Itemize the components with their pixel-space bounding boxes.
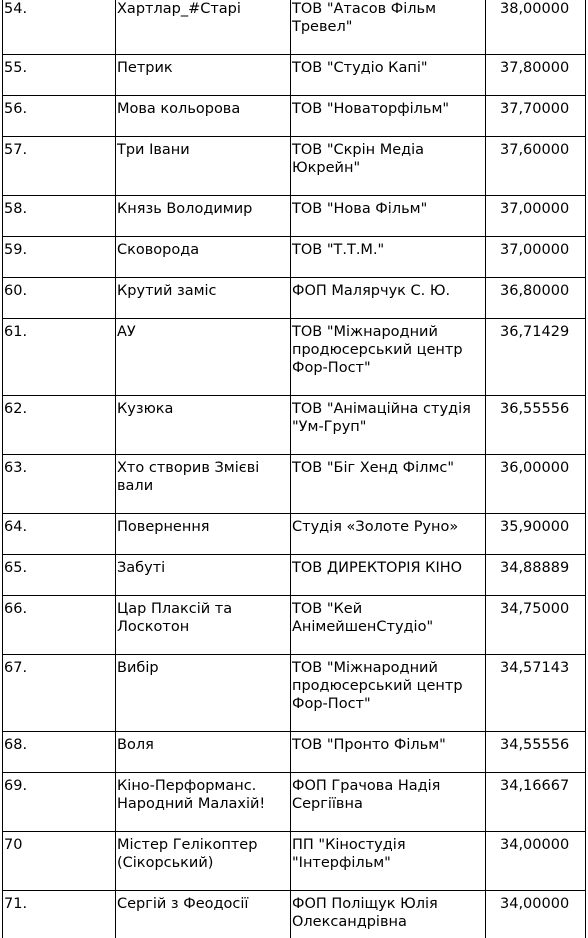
company-name: ТОВ "Кей АнімейшенСтудіо" (291, 596, 486, 655)
score-value: 34,57143 (486, 655, 586, 732)
score-value: 34,00000 (486, 891, 586, 938)
row-number: 60. (3, 278, 116, 319)
company-name: ТОВ "Міжнародний продюсерський центр Фор-Пост" (291, 655, 486, 732)
row-number: 70 (3, 832, 116, 891)
table-row (3, 832, 586, 891)
score-value: 37,60000 (486, 137, 586, 196)
row-number: 65. (3, 555, 116, 596)
score-value: 34,55556 (486, 732, 586, 773)
row-number: 66. (3, 596, 116, 655)
company-name: ФОП Малярчук С. Ю. (291, 278, 486, 319)
company-name: ФОП Грачова Надія Сергіївна (291, 773, 486, 832)
row-number: 54. (3, 0, 116, 55)
row-number: 63. (3, 455, 116, 514)
project-title: Кіно-Перформанс. Народний Малахій! (116, 773, 291, 832)
company-name: ТОВ "Атасов Фільм Тревел" (291, 0, 486, 55)
score-value: 35,90000 (486, 514, 586, 555)
project-title: Кузюка (116, 396, 291, 455)
company-name: ТОВ "Біг Хенд Філмс" (291, 455, 486, 514)
score-value: 34,16667 (486, 773, 586, 832)
table-row (3, 655, 586, 732)
project-title: Містер Гелікоптер (Сікорський) (116, 832, 291, 891)
score-value: 37,00000 (486, 196, 586, 237)
company-name: ПП "Кіностудія "Інтерфільм" (291, 832, 486, 891)
company-name: ТОВ "Т.Т.М." (291, 237, 486, 278)
company-name: ТОВ "Пронто Фільм" (291, 732, 486, 773)
score-value: 38,00000 (486, 0, 586, 55)
table-row (3, 196, 586, 237)
company-name: Студія «Золоте Руно» (291, 514, 486, 555)
table-row (3, 0, 586, 55)
company-name: ТОВ ДИРЕКТОРІЯ КІНО (291, 555, 486, 596)
project-title: Воля (116, 732, 291, 773)
project-title: Крутий заміс (116, 278, 291, 319)
row-number: 69. (3, 773, 116, 832)
score-value: 34,75000 (486, 596, 586, 655)
score-value: 36,00000 (486, 455, 586, 514)
project-title: Три Івани (116, 137, 291, 196)
project-title: Сергій з Феодосії (116, 891, 291, 938)
company-name: ФОП Поліщук Юлія Олександрівна (291, 891, 486, 938)
row-number: 57. (3, 137, 116, 196)
company-name: ТОВ "Анімаційна студія "Ум-Груп" (291, 396, 486, 455)
company-name: ТОВ "Студіо Капі" (291, 55, 486, 96)
table-row (3, 555, 586, 596)
table-row (3, 455, 586, 514)
table-row (3, 396, 586, 455)
project-title: Повернення (116, 514, 291, 555)
company-name: ТОВ "Міжнародний продюсерський центр Фор-Пост" (291, 319, 486, 396)
ranking-table (2, 0, 586, 938)
row-number: 67. (3, 655, 116, 732)
project-title: Хто створив Змієві вали (116, 455, 291, 514)
row-number: 68. (3, 732, 116, 773)
company-name: ТОВ "Скрін Медіа Юкрейн" (291, 137, 486, 196)
score-value: 36,55556 (486, 396, 586, 455)
project-title: Хартлар_#Старі (116, 0, 291, 55)
table-row (3, 319, 586, 396)
project-title: Князь Володимир (116, 196, 291, 237)
project-title: Сковорода (116, 237, 291, 278)
table-row (3, 891, 586, 938)
table-row (3, 514, 586, 555)
company-name: ТОВ "Нова Фільм" (291, 196, 486, 237)
row-number: 58. (3, 196, 116, 237)
table-row (3, 55, 586, 96)
row-number: 59. (3, 237, 116, 278)
project-title: Забуті (116, 555, 291, 596)
score-value: 34,00000 (486, 832, 586, 891)
table-row (3, 137, 586, 196)
score-value: 36,80000 (486, 278, 586, 319)
table-row (3, 596, 586, 655)
project-title: Вибір (116, 655, 291, 732)
row-number: 61. (3, 319, 116, 396)
table-row (3, 773, 586, 832)
score-value: 36,71429 (486, 319, 586, 396)
row-number: 64. (3, 514, 116, 555)
project-title: Цар Плаксій та Лоскотон (116, 596, 291, 655)
row-number: 71. (3, 891, 116, 938)
table-row (3, 278, 586, 319)
company-name: ТОВ "Новаторфільм" (291, 96, 486, 137)
project-title: Мова кольорова (116, 96, 291, 137)
row-number: 62. (3, 396, 116, 455)
score-value: 34,88889 (486, 555, 586, 596)
table-row (3, 96, 586, 137)
row-number: 55. (3, 55, 116, 96)
score-value: 37,80000 (486, 55, 586, 96)
project-title: АУ (116, 319, 291, 396)
table-row (3, 237, 586, 278)
score-value: 37,00000 (486, 237, 586, 278)
score-value: 37,70000 (486, 96, 586, 137)
row-number: 56. (3, 96, 116, 137)
project-title: Петрик (116, 55, 291, 96)
table-row (3, 732, 586, 773)
